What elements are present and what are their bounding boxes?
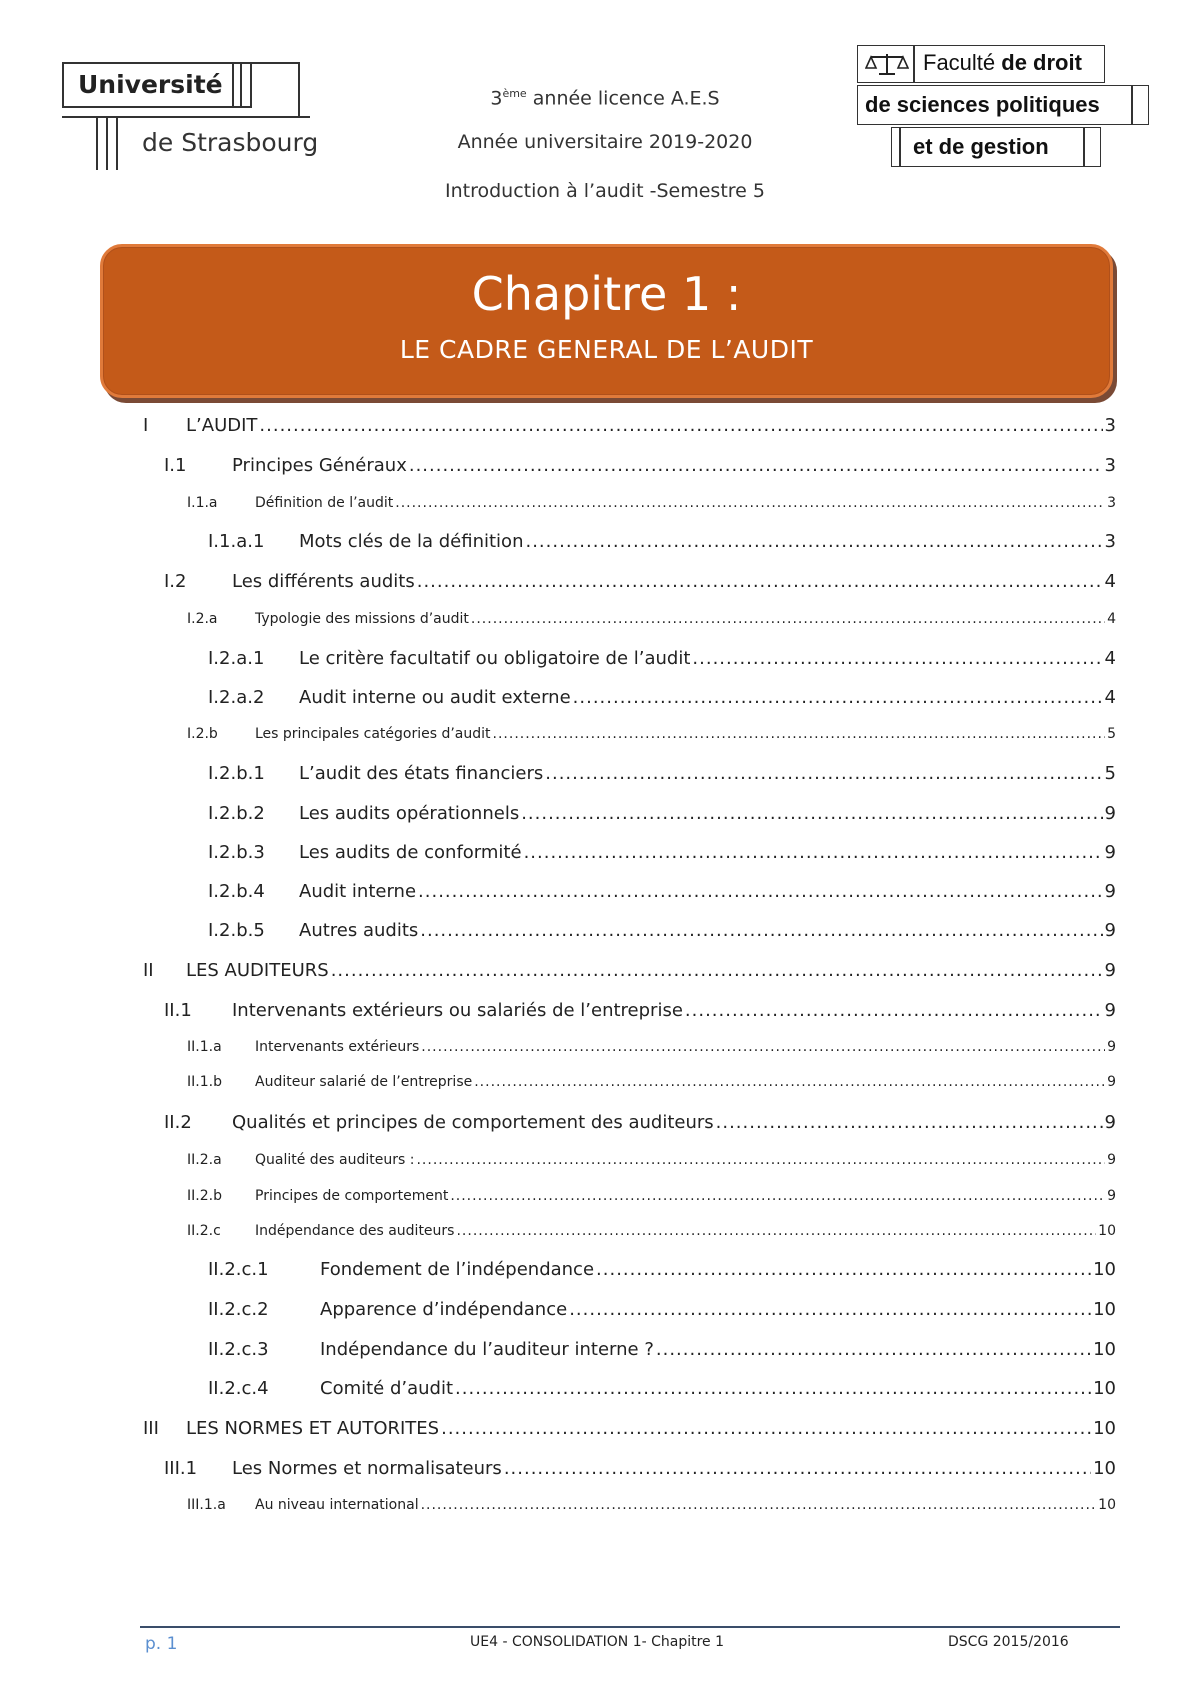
toc-entry-label: Principes Généraux xyxy=(232,455,407,476)
toc-dot-leader xyxy=(569,1299,1091,1320)
toc-entry-page: 9 xyxy=(1107,1074,1116,1090)
toc-entry[interactable] xyxy=(208,803,1116,824)
toc-entry[interactable] xyxy=(187,1152,1116,1168)
toc-entry-page: 10 xyxy=(1093,1259,1116,1280)
logo-line xyxy=(62,116,310,118)
toc-entry-label: Typologie des missions d’audit xyxy=(255,611,469,627)
scales-icon xyxy=(865,51,909,77)
toc-dot-leader xyxy=(417,571,1103,592)
chapter-banner xyxy=(100,244,1113,398)
toc-entry-number: II.2.c xyxy=(187,1223,221,1239)
toc-entry-page: 5 xyxy=(1104,763,1116,784)
toc-dot-leader xyxy=(455,1378,1091,1399)
toc-entry-label: Autres audits xyxy=(299,920,419,941)
toc-entry[interactable] xyxy=(164,1000,1116,1021)
toc-entry-label: L’AUDIT xyxy=(186,415,258,436)
toc-entry-number: II.1.a xyxy=(187,1039,222,1055)
toc-entry-label: LES AUDITEURS xyxy=(186,960,329,981)
toc-entry-label: Qualité des auditeurs : xyxy=(255,1152,415,1168)
toc-entry[interactable] xyxy=(187,1497,1116,1513)
toc-entry-number: II xyxy=(143,960,154,981)
toc-entry-label: Les principales catégories d’audit xyxy=(255,726,491,742)
toc-entry-number: II.2.c.1 xyxy=(208,1259,269,1280)
toc-entry-page: 10 xyxy=(1093,1458,1116,1479)
toc-entry-number: III.1 xyxy=(164,1458,198,1479)
faculty-logo-line2: de sciences politiques xyxy=(865,92,1100,117)
page-number: p. 1 xyxy=(145,1634,178,1654)
toc-entry-number: I.2.b.2 xyxy=(208,803,265,824)
toc-entry-label: Principes de comportement xyxy=(255,1188,449,1204)
toc-entry[interactable] xyxy=(164,1112,1116,1133)
toc-entry-page: 9 xyxy=(1107,1188,1116,1204)
toc-entry-number: II.2.b xyxy=(187,1188,222,1204)
toc-entry-number: I.2 xyxy=(164,571,187,592)
university-logo-line2: de Strasbourg xyxy=(142,128,319,157)
toc-entry-page: 4 xyxy=(1104,648,1116,669)
toc-entry-number: I.1.a.1 xyxy=(208,531,265,552)
toc-entry[interactable] xyxy=(187,1039,1116,1055)
course-level: 3ème année licence A.E.S xyxy=(490,87,720,110)
faculty-logo-divider xyxy=(1083,127,1085,167)
toc-entry-label: Audit interne xyxy=(299,881,417,902)
toc-entry-page: 10 xyxy=(1093,1339,1116,1360)
toc-dot-leader xyxy=(474,1074,1105,1090)
toc-dot-leader xyxy=(421,1039,1105,1055)
toc-entry-page: 9 xyxy=(1104,960,1116,981)
toc-entry-page: 3 xyxy=(1104,415,1116,436)
toc-dot-leader xyxy=(259,415,1102,436)
toc-entry-label: Les audits opérationnels xyxy=(299,803,520,824)
toc-entry-page: 3 xyxy=(1107,495,1116,511)
toc-entry-label: Les différents audits xyxy=(232,571,415,592)
toc-entry-number: I.2.b.4 xyxy=(208,881,265,902)
logo-line xyxy=(252,62,298,64)
toc-dot-leader xyxy=(416,1152,1105,1168)
faculty-logo-line3: et de gestion xyxy=(913,134,1049,159)
logo-line xyxy=(106,116,108,170)
faculty-logo-line1: Faculté de droit xyxy=(923,50,1082,75)
toc-entry-label: Intervenants extérieurs ou salariés de l’entreprise xyxy=(232,1000,683,1021)
university-logo-line1: Université xyxy=(78,70,223,99)
footer-right-text: DSCG 2015/2016 xyxy=(948,1634,1069,1650)
toc-entry-label: Le critère facultatif ou obligatoire de l’audit xyxy=(299,648,691,669)
logo-line xyxy=(298,62,300,118)
toc-entry[interactable] xyxy=(164,571,1116,592)
toc-entry[interactable] xyxy=(208,920,1116,941)
toc-entry[interactable] xyxy=(208,763,1116,784)
chapter-title: Chapitre 1 : xyxy=(471,267,742,321)
footer-rule xyxy=(140,1626,1120,1628)
toc-entry-label: Les Normes et normalisateurs xyxy=(232,1458,502,1479)
toc-dot-leader xyxy=(471,611,1105,627)
toc-entry-label: Les audits de conformité xyxy=(299,842,522,863)
toc-entry-number: II.1.b xyxy=(187,1074,222,1090)
toc-dot-leader xyxy=(420,920,1102,941)
toc-entry-label: Indépendance du l’auditeur interne ? xyxy=(320,1339,654,1360)
logo-line xyxy=(116,116,118,170)
toc-entry-page: 10 xyxy=(1093,1299,1116,1320)
toc-entry-label: LES NORMES ET AUTORITES xyxy=(186,1418,440,1439)
faculty-logo-divider xyxy=(1131,85,1133,125)
toc-dot-leader xyxy=(521,803,1102,824)
toc-entry[interactable] xyxy=(164,455,1116,476)
toc-entry-label: Comité d’audit xyxy=(320,1378,454,1399)
toc-entry-label: Mots clés de la définition xyxy=(299,531,524,552)
toc-dot-leader xyxy=(456,1223,1096,1239)
toc-entry-page: 9 xyxy=(1104,1000,1116,1021)
toc-entry-number: I.2.a.2 xyxy=(208,687,265,708)
toc-dot-leader xyxy=(545,763,1102,784)
toc-entry[interactable] xyxy=(187,1223,1116,1239)
toc-entry-number: I.2.a.1 xyxy=(208,648,265,669)
toc-entry-page: 3 xyxy=(1104,455,1116,476)
toc-entry-page: 9 xyxy=(1104,842,1116,863)
toc-entry-page: 4 xyxy=(1104,687,1116,708)
toc-entry-page: 5 xyxy=(1107,726,1116,742)
toc-entry-number: II.2.c.2 xyxy=(208,1299,269,1320)
faculty-logo-divider xyxy=(913,45,915,83)
toc-entry[interactable] xyxy=(187,1188,1116,1204)
toc-dot-leader xyxy=(418,881,1103,902)
toc-entry[interactable] xyxy=(208,1259,1116,1280)
toc-dot-leader xyxy=(493,726,1106,742)
toc-entry-page: 9 xyxy=(1107,1039,1116,1055)
toc-entry-number: I.1 xyxy=(164,455,187,476)
toc-entry[interactable] xyxy=(187,611,1116,627)
toc-entry-label: Audit interne ou audit externe xyxy=(299,687,571,708)
toc-entry-number: II.2.c.3 xyxy=(208,1339,269,1360)
toc-entry-number: I.1.a xyxy=(187,495,218,511)
toc-dot-leader xyxy=(421,1497,1097,1513)
toc-entry-label: Apparence d’indépendance xyxy=(320,1299,568,1320)
toc-entry-number: II.2 xyxy=(164,1112,192,1133)
toc-entry-page: 4 xyxy=(1107,611,1116,627)
toc-entry-page: 10 xyxy=(1098,1223,1116,1239)
toc-entry-label: Au niveau international xyxy=(255,1497,419,1513)
toc-entry-number: III xyxy=(143,1418,159,1439)
toc-entry-label: L’audit des états financiers xyxy=(299,763,544,784)
toc-dot-leader xyxy=(716,1112,1103,1133)
toc-entry-label: Indépendance des auditeurs xyxy=(255,1223,455,1239)
toc-entry-number: I.2.b xyxy=(187,726,218,742)
toc-entry-number: II.2.c.4 xyxy=(208,1378,269,1399)
toc-entry-page: 9 xyxy=(1104,920,1116,941)
academic-year: Année universitaire 2019-2020 xyxy=(457,131,753,153)
toc-dot-leader xyxy=(596,1259,1091,1280)
footer-center-text: UE4 - CONSOLIDATION 1- Chapitre 1 xyxy=(470,1634,725,1650)
toc-entry-number: I xyxy=(143,415,149,436)
toc-dot-leader xyxy=(692,648,1102,669)
toc-dot-leader xyxy=(441,1418,1091,1439)
toc-dot-leader xyxy=(395,495,1105,511)
toc-entry-label: Intervenants extérieurs xyxy=(255,1039,420,1055)
toc-entry-page: 9 xyxy=(1104,803,1116,824)
toc-entry-number: II.2.a xyxy=(187,1152,222,1168)
logo-line xyxy=(96,116,98,170)
toc-entry[interactable] xyxy=(208,687,1116,708)
faculty-logo-divider xyxy=(899,127,901,167)
toc-entry-page: 9 xyxy=(1104,881,1116,902)
toc-entry[interactable] xyxy=(208,648,1116,669)
chapter-subtitle: LE CADRE GENERAL DE L’AUDIT xyxy=(399,335,814,364)
toc-entry[interactable] xyxy=(187,495,1116,511)
university-logo xyxy=(62,62,342,172)
toc-entry-page: 10 xyxy=(1098,1497,1116,1513)
toc-entry-number: III.1.a xyxy=(187,1497,226,1513)
toc-entry-number: I.2.a xyxy=(187,611,218,627)
toc-entry-number: I.2.b.5 xyxy=(208,920,265,941)
course-title: Introduction à l’audit -Semestre 5 xyxy=(445,180,765,202)
toc-dot-leader xyxy=(331,960,1103,981)
toc-entry-page: 4 xyxy=(1104,571,1116,592)
toc-entry-label: Auditeur salarié de l’entreprise xyxy=(255,1074,473,1090)
toc-entry-number: I.2.b.1 xyxy=(208,763,265,784)
toc-dot-leader xyxy=(573,687,1103,708)
toc-entry[interactable] xyxy=(208,531,1116,552)
toc-entry-page: 10 xyxy=(1093,1378,1116,1399)
toc-dot-leader xyxy=(409,455,1103,476)
toc-entry-label: Fondement de l’indépendance xyxy=(320,1259,595,1280)
toc-dot-leader xyxy=(504,1458,1091,1479)
toc-entry-number: II.1 xyxy=(164,1000,192,1021)
logo-line xyxy=(232,62,234,108)
toc-entry-label: Qualités et principes de comportement des auditeurs xyxy=(232,1112,714,1133)
toc-entry[interactable] xyxy=(164,1458,1116,1479)
toc-entry[interactable] xyxy=(208,881,1116,902)
toc-entry[interactable] xyxy=(143,960,1116,981)
toc-dot-leader xyxy=(656,1339,1091,1360)
toc-dot-leader xyxy=(685,1000,1103,1021)
toc-dot-leader xyxy=(525,531,1102,552)
toc-entry[interactable] xyxy=(208,1378,1116,1399)
toc-entry-page: 3 xyxy=(1104,531,1116,552)
toc-entry[interactable] xyxy=(208,842,1116,863)
toc-entry-page: 9 xyxy=(1107,1152,1116,1168)
toc-dot-leader xyxy=(450,1188,1105,1204)
toc-entry[interactable] xyxy=(208,1299,1116,1320)
toc-entry-page: 9 xyxy=(1104,1112,1116,1133)
toc-entry[interactable] xyxy=(143,415,1116,436)
toc-entry-number: I.2.b.3 xyxy=(208,842,265,863)
toc-entry[interactable] xyxy=(187,1074,1116,1090)
toc-entry[interactable] xyxy=(187,726,1116,742)
toc-dot-leader xyxy=(524,842,1103,863)
toc-entry[interactable] xyxy=(208,1339,1116,1360)
toc-entry-page: 10 xyxy=(1093,1418,1116,1439)
faculty-logo xyxy=(857,45,1157,175)
toc-entry-label: Définition de l’audit xyxy=(255,495,394,511)
toc-entry[interactable] xyxy=(143,1418,1116,1439)
logo-line xyxy=(240,62,242,108)
